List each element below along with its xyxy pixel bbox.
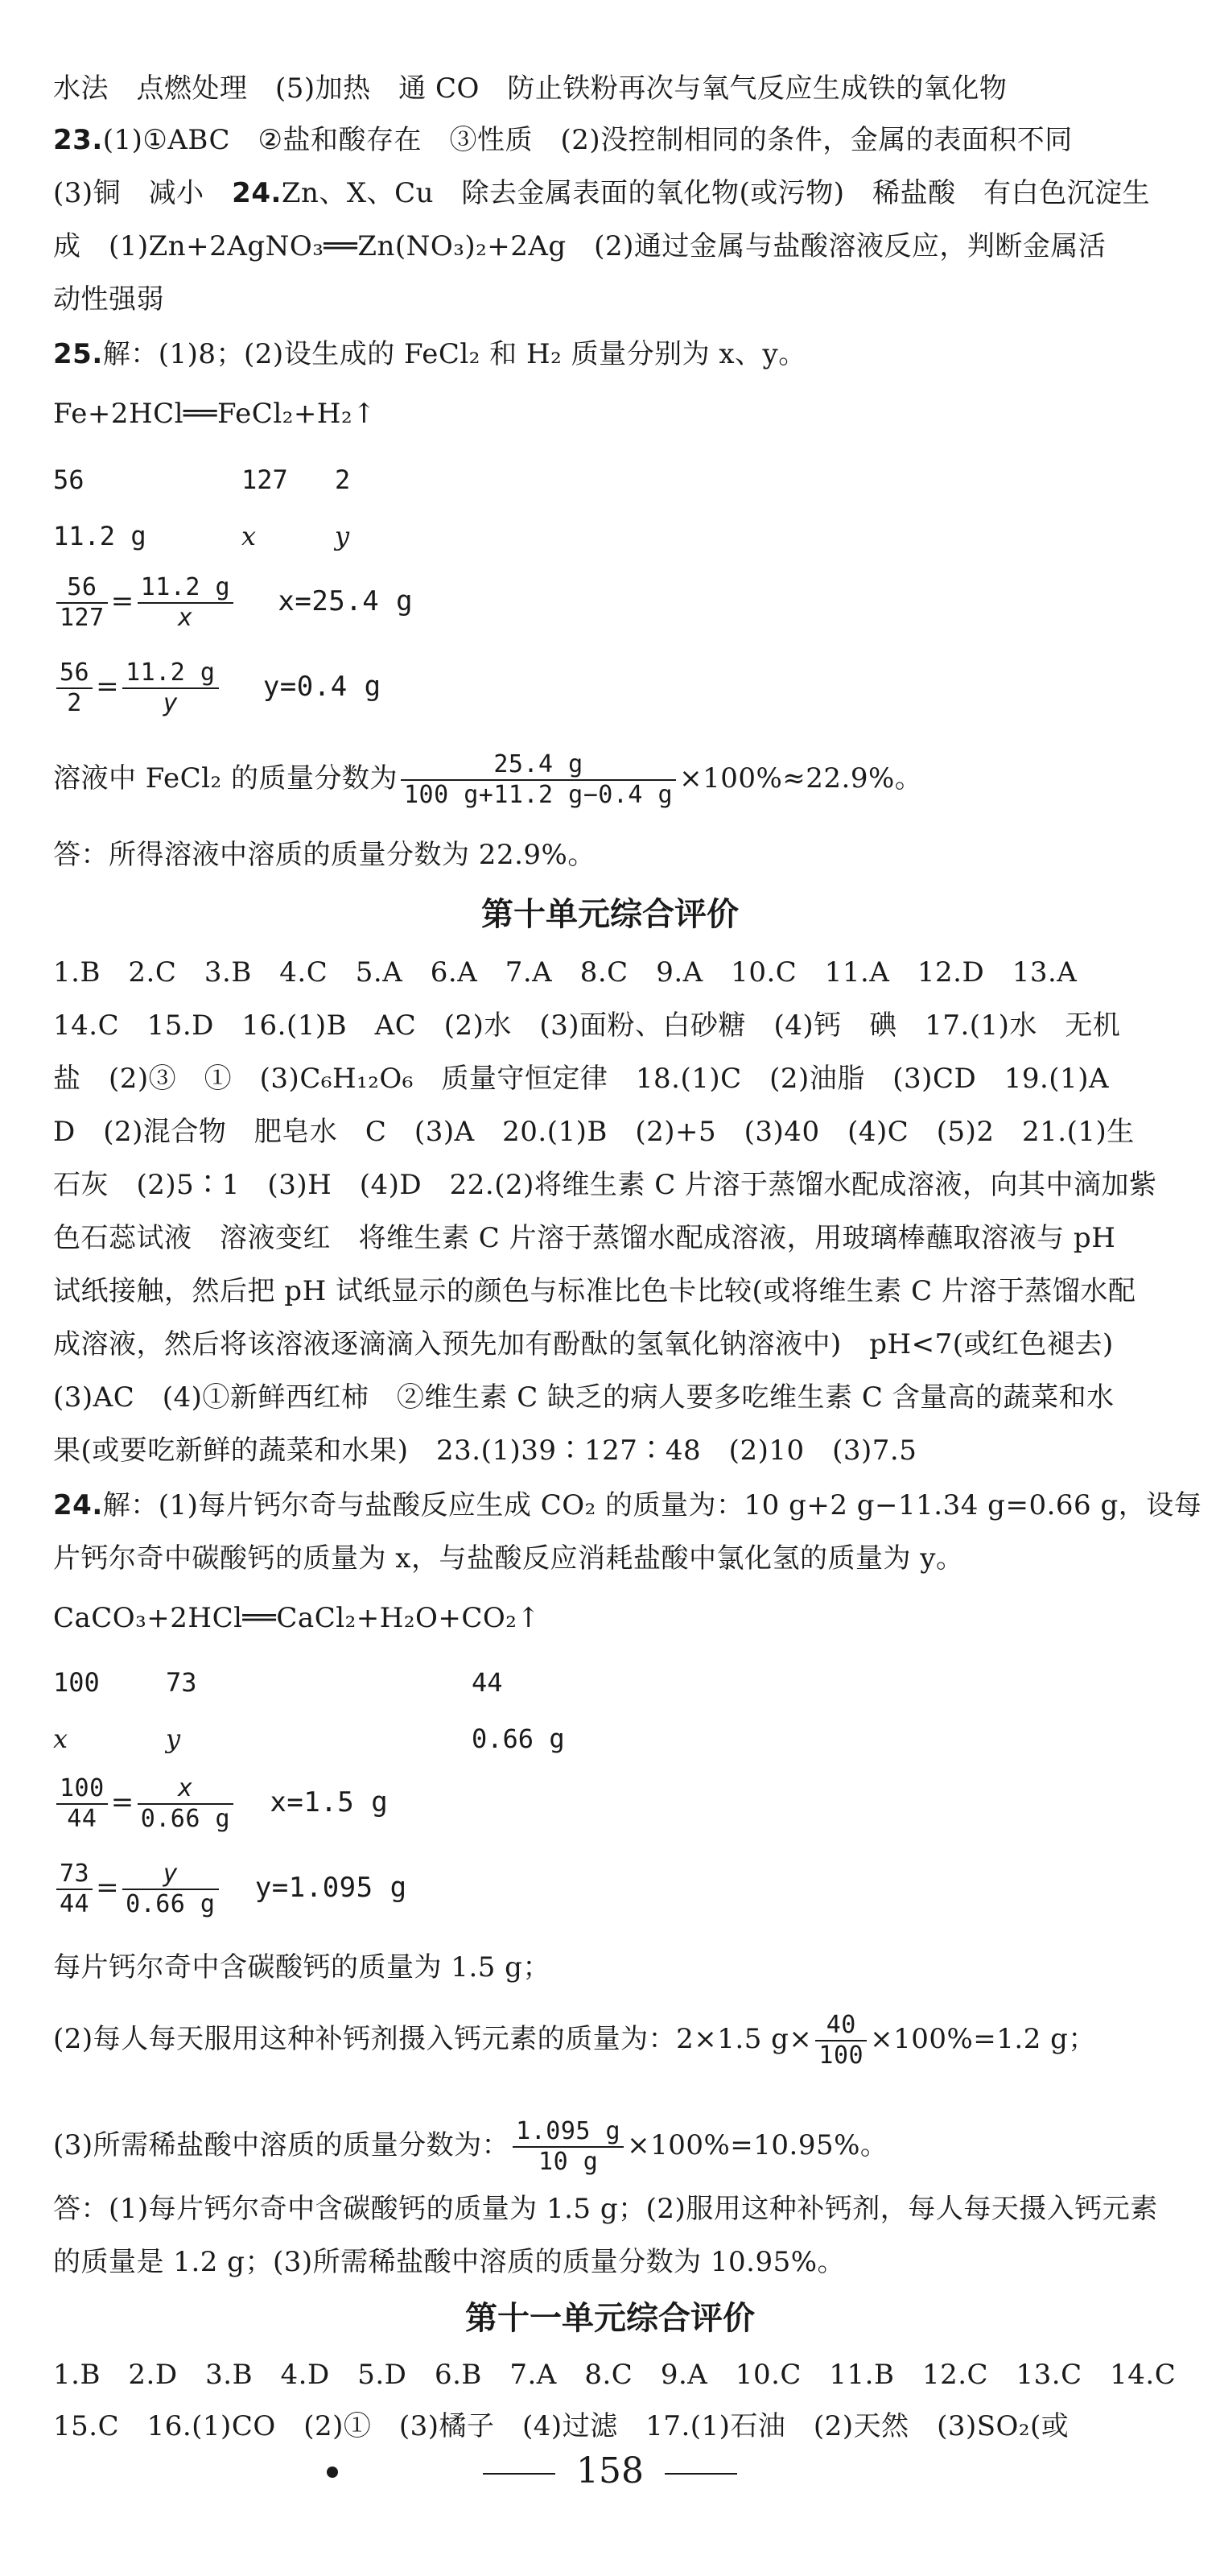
result: x=25.4 g (278, 585, 414, 617)
given-value: 0.66 g (472, 1724, 565, 1754)
fraction: $\frac{40}{100}$ (815, 2011, 867, 2070)
text-line: (3)所需稀盐酸中溶质的质量分数为： $\frac{1.095 g}{10 g}$ ×100%=10.95%。 (53, 2117, 888, 2176)
page-footer (0, 2450, 1220, 2491)
question-number: 24. (53, 1489, 103, 1521)
proportion: $\frac{56}{2}$ = $\frac{11.2 g}{y}$ y=0.4 g (53, 658, 1172, 718)
fraction: $\frac{11.2 g}{y}$ (122, 658, 218, 718)
unknown: y (166, 1724, 181, 1754)
unknown: x (53, 1724, 68, 1754)
footer-rule (483, 2473, 555, 2475)
text-line: 1.B 2.D 3.B 4.D 5.D 6.B 7.A 8.C 9.A 10.C 11.B 12.C 13.C 14.C (53, 2359, 1177, 2391)
text-line: 答：所得溶液中溶质的质量分数为 22.9%。 (53, 839, 596, 871)
question-number: 23. (53, 124, 103, 156)
text-line: 石灰 (2)5∶1 (3)H (4)D 22.(2)将维生素 C 片溶于蒸馏水配成溶液，向其中滴加紫 (53, 1169, 1157, 1201)
text-line: 果(或要吃新鲜的蔬菜和水果) 23.(1)39∶127∶48 (2)10 (3)7.5 (53, 1435, 917, 1467)
text-line: 试纸接触，然后把 pH 试纸显示的颜色与标准比色卡比较(或将维生素 C 片溶于蒸馏水配 (53, 1275, 1136, 1307)
result: y=0.4 g (262, 671, 381, 703)
result: y=1.095 g (254, 1872, 407, 1904)
text-line (53, 174, 1172, 213)
answer-text: (3)铜 减小 (53, 177, 233, 209)
coefficient: 100 (53, 1667, 100, 1698)
text-line: 15.C 16.(1)CO (2)① (3)橘子 (4)过滤 17.(1)石油 (2)天然 (3)SO₂(或 (53, 2410, 1070, 2442)
text-line: (3)AC (4)①新鲜西红柿 ②维生素 C 缺乏的病人要多吃维生素 C 含量高的蔬菜和水 (53, 1381, 1115, 1414)
fraction: $\frac{100}{44}$ (56, 1774, 108, 1834)
equation: Fe+2HCl══FeCl₂+H₂↑ (53, 398, 377, 430)
text-line: 24.解：(1)每片钙尔奇与盐酸反应生成 CO₂ 的质量为：10 g+2 g−11.34 g=0.66 g，设每 (53, 1489, 1202, 1521)
fraction: $\frac{56}{2}$ (56, 658, 93, 718)
text-line: 片钙尔奇中碳酸钙的质量为 x，与盐酸反应消耗盐酸中氯化氢的质量为 y。 (53, 1542, 964, 1575)
text-line: 水法 点燃处理 (5)加热 通 CO 防止铁粉再次与氧气反应生成铁的氧化物 (53, 72, 1008, 105)
coefficient: 127 (241, 464, 288, 495)
proportion: $\frac{73}{44}$ = $\frac{y}{0.66 g}$ y=1.095 g (53, 1860, 1172, 1919)
answer-text: 解：(1)8；(2)设生成的 FeCl₂ 和 H₂ 质量分别为 x、y。 (102, 338, 806, 370)
given-value: 11.2 g (53, 521, 146, 551)
text-line (53, 121, 1172, 159)
equation: CaCO₃+2HCl══CaCl₂+H₂O+CO₂↑ (53, 1602, 541, 1634)
answer-text: (1)①ABC ②盐和酸存在 ③性质 (2)没控制相同的条件，金属的表面积不同 (102, 124, 1073, 156)
text-line (53, 335, 1172, 374)
fraction: $\frac{11.2 g}{x}$ (138, 573, 233, 633)
coefficient: 44 (472, 1667, 503, 1698)
fraction: $\frac{25.4 g}{100 g+11.2 g-0.4 g}$ (401, 750, 676, 810)
text-line: 1.B 2.C 3.B 4.C 5.A 6.A 7.A 8.C 9.A 10.C 11.A 12.D 13.A (53, 956, 1078, 989)
text-line: 溶液中 FeCl₂ 的质量分数为 $\frac{25.4 g}{100 g+11.2 g-0.4 g}$ ×100%≈22.9%。 (53, 750, 923, 809)
coefficient: 73 (166, 1667, 197, 1698)
fraction: $\frac{1.095 g}{10 g}$ (513, 2117, 624, 2177)
question-number: 25. (53, 338, 103, 370)
proportion: $\frac{100}{44}$ = $\frac{x}{0.66 g}$ x=1.5 g (53, 1774, 1172, 1834)
text-line: 成溶液，然后将该溶液逐滴滴入预先加有酚酞的氢氧化钠溶液中) pH<7(或红色褪去) (53, 1328, 1114, 1360)
text-line: 色石蕊试液 溶液变红 将维生素 C 片溶于蒸馏水配成溶液，用玻璃棒蘸取溶液与 pH (53, 1222, 1116, 1254)
text-line: 成 (1)Zn+2AgNO₃══Zn(NO₃)₂+2Ag (2)通过金属与盐酸溶液反应，判断金属活 (53, 230, 1107, 262)
answer-text: Zn、X、Cu 除去金属表面的氧化物(或污物) 稀盐酸 有白色沉淀生 (281, 177, 1151, 209)
fraction: $\frac{56}{127}$ (56, 573, 108, 633)
fraction: $\frac{73}{44}$ (56, 1860, 93, 1919)
footer-rule (665, 2473, 737, 2475)
text-line: 14.C 15.D 16.(1)B AC (2)水 (3)面粉、白砂糖 (4)钙 碘 17.(1)水 无机 (53, 1009, 1121, 1042)
text-line: (2)每人每天服用这种补钙剂摄入钙元素的质量为：2×1.5 g× $\frac{40}{100}$ ×100%=1.2 g； (53, 2011, 1096, 2070)
fraction: $\frac{y}{0.66 g}$ (122, 1860, 218, 1919)
text-line: 盐 (2)③ ① (3)C₆H₁₂O₆ 质量守恒定律 18.(1)C (2)油脂 (3)CD 19.(1)A (53, 1063, 1110, 1095)
section-title: 第十一单元综合评价 (465, 2300, 755, 2337)
proportion: $\frac{56}{127}$ = $\frac{11.2 g}{x}$ x=25.4 g (53, 573, 1172, 633)
coefficient: 2 (335, 464, 351, 495)
text-line: 每片钙尔奇中含碳酸钙的质量为 1.5 g； (53, 1951, 550, 1984)
coefficient: 56 (53, 464, 84, 495)
text-line: 答：(1)每片钙尔奇中含碳酸钙的质量为 1.5 g；(2)服用这种补钙剂，每人每天摄入钙元素 (53, 2193, 1158, 2225)
unknown: y (335, 521, 350, 551)
result: x=1.5 g (270, 1786, 389, 1818)
text-line: 动性强弱 (53, 283, 164, 316)
text-line: D (2)混合物 肥皂水 C (3)A 20.(1)B (2)+5 (3)40 (4)C (5)2 21.(1)生 (53, 1116, 1135, 1148)
question-number: 24. (232, 177, 282, 209)
page-number: 158 (576, 2450, 644, 2491)
text-line: 的质量是 1.2 g；(3)所需稀盐酸中溶质的质量分数为 10.95%。 (53, 2246, 846, 2278)
fraction: $\frac{x}{0.66 g}$ (138, 1774, 233, 1834)
unknown: x (241, 521, 257, 551)
section-title: 第十单元综合评价 (481, 896, 739, 933)
